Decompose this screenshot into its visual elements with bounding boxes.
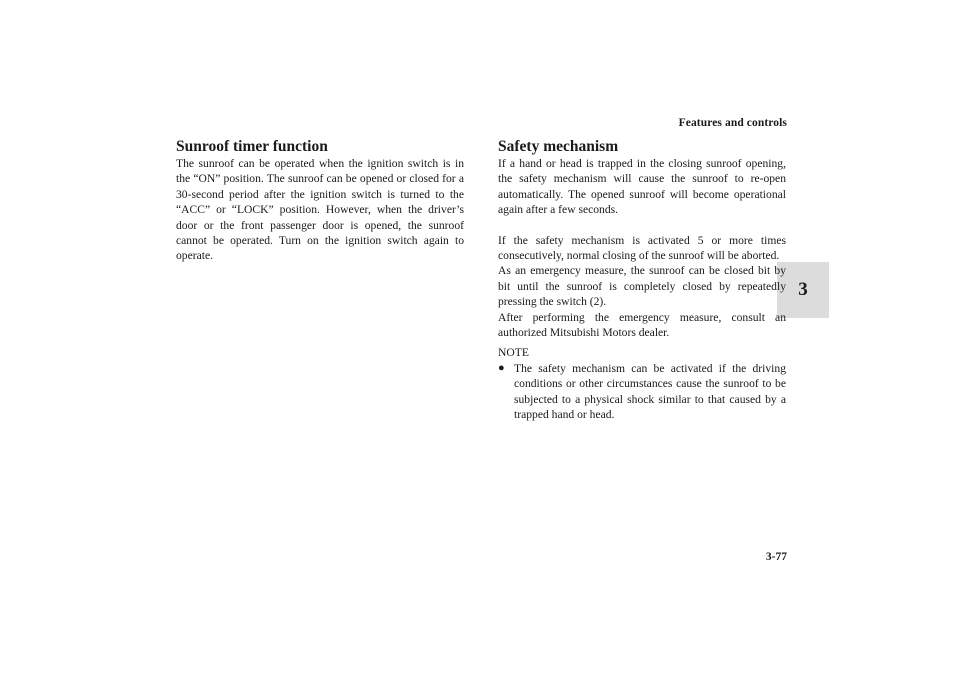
left-column xyxy=(176,136,464,264)
chapter-number: 3 xyxy=(798,279,808,300)
bullet-icon: ● xyxy=(498,361,505,374)
section-title-sunroof-timer: Sunroof timer function xyxy=(176,138,328,155)
sunroof-timer-body: The sunroof can be operated when the ignition switch is in the “ON” position. The sunroof can be opened or closed for a 30-second period after the ignition switch is turned to the “ACC” or “LOCK” position. However, when the driver’s door or the front passenger door is opened, the sunroof cannot be operated. Turn on the ignition switch again to operate. xyxy=(176,157,464,263)
right-column xyxy=(498,136,786,423)
safety-paragraph-2: If the safety mechanism is activated 5 or more times consecutively, normal closing of the sunroof will be aborted. xyxy=(498,233,786,263)
running-header: Features and controls xyxy=(678,117,787,129)
page-number: 3-77 xyxy=(765,551,787,563)
safety-paragraph-1: If a hand or head is trapped in the closing sunroof opening, the safety mechanism will cause the sunroof to re-open automatically. The opened sunroof will become operational again after a few seconds. xyxy=(498,157,786,217)
note-item xyxy=(498,361,786,423)
safety-paragraph-3: As an emergency measure, the sunroof can be closed bit by bit until the sunroof is completely closed by repeatedly pressing the switch (2). xyxy=(498,264,786,309)
section-title-safety-mechanism: Safety mechanism xyxy=(498,138,619,155)
note-label: NOTE xyxy=(498,346,529,360)
note-text: The safety mechanism can be activated if the driving conditions or other circumstances cause the sunroof to be subjected to a physical shock similar to that caused by a trapped hand or head. xyxy=(514,361,786,422)
safety-paragraph-4: After performing the emergency measure, consult an authorized Mitsubishi Motors dealer. xyxy=(498,310,786,340)
